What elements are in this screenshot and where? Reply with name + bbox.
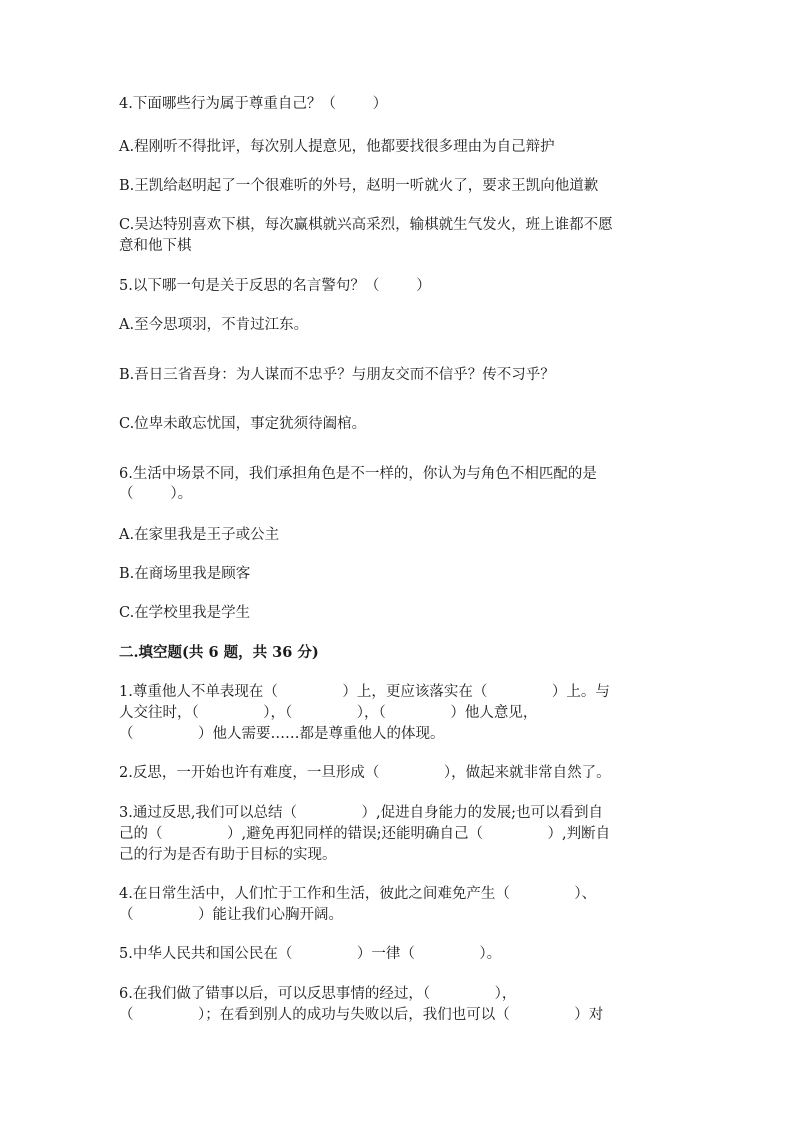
fill-item-5-line-1: 5.中华人民共和国公民在（ ）一律（ ）。: [119, 946, 502, 962]
question-6-option-c: C.在学校里我是学生: [119, 605, 251, 621]
question-6-option-b: B.在商场里我是顾客: [119, 566, 251, 582]
question-6-option-a: A.在家里我是王子或公主: [119, 527, 280, 543]
fill-item-4-line-1: 4.在日常生活中，人们忙于工作和生活，彼此之间难免产生（ ）、: [119, 886, 597, 902]
fill-item-1-line-3: （ ）他人需要……都是尊重他人的体现。: [119, 726, 445, 742]
fill-item-1-line-1: 1.尊重他人不单表现在（ ）上，更应该落实在（ ）上。与: [119, 684, 610, 700]
question-5-option-c: C.位卑未敢忘忧国，事定犹须待阖棺。: [119, 416, 367, 432]
question-6-stem-cont: （ ）。: [119, 486, 193, 502]
question-5-option-b: B.吾日三省吾身：为人谋而不忠乎？与朋友交而不信乎？传不习乎？: [119, 367, 555, 383]
question-5-option-a: A.至今思项羽，不肯过江东。: [119, 317, 309, 333]
fill-item-6-line-1: 6.在我们做了错事以后，可以反思事情的经过，（ ），: [119, 986, 517, 1002]
fill-item-6-line-2: （ ）；在看到别人的成功与失败以后，我们也可以（ ）对: [119, 1007, 604, 1023]
fill-item-3-line-1: 3.通过反思,我们可以总结（ ）,促进自身能力的发展;也可以看到自: [119, 805, 603, 821]
question-5-stem: 5.以下哪一句是关于反思的名言警句？（ ）: [119, 278, 431, 294]
question-4-option-c-cont: 意和他下棋: [119, 238, 192, 254]
question-6-stem: 6.生活中场景不同，我们承担角色是不一样的，你认为与角色不相匹配的是: [119, 466, 597, 482]
section-heading: 二.填空题(共 6 题，共 36 分): [119, 644, 319, 661]
question-4-stem: 4.下面哪些行为属于尊重自己？（ ）: [119, 96, 388, 112]
fill-item-1-line-2: 人交往时，（ ），（ ），（ ）他人意见，: [119, 705, 538, 721]
question-4-option-a: A.程刚听不得批评，每次别人提意见，他都要找很多理由为自己辩护: [119, 139, 555, 155]
question-4-option-b: B.王凯给赵明起了一个很难听的外号，赵明一听就火了，要求王凯向他道歉: [119, 178, 599, 194]
fill-item-2-line-1: 2.反思，一开始也许有难度，一旦形成（ ），做起来就非常自然了。: [119, 765, 611, 781]
fill-item-3-line-3: 己的行为是否有助于目标的实现。: [119, 847, 337, 863]
fill-item-4-line-2: （ ）能让我们心胸开阔。: [119, 907, 344, 923]
question-4-option-c: C.吴达特别喜欢下棋，每次赢棋就兴高采烈，输棋就生气发火，班上谁都不愿: [119, 217, 613, 233]
fill-item-3-line-2: 己的（ ）,避免再犯同样的错误;还能明确自己（ ）,判断自: [119, 826, 611, 842]
